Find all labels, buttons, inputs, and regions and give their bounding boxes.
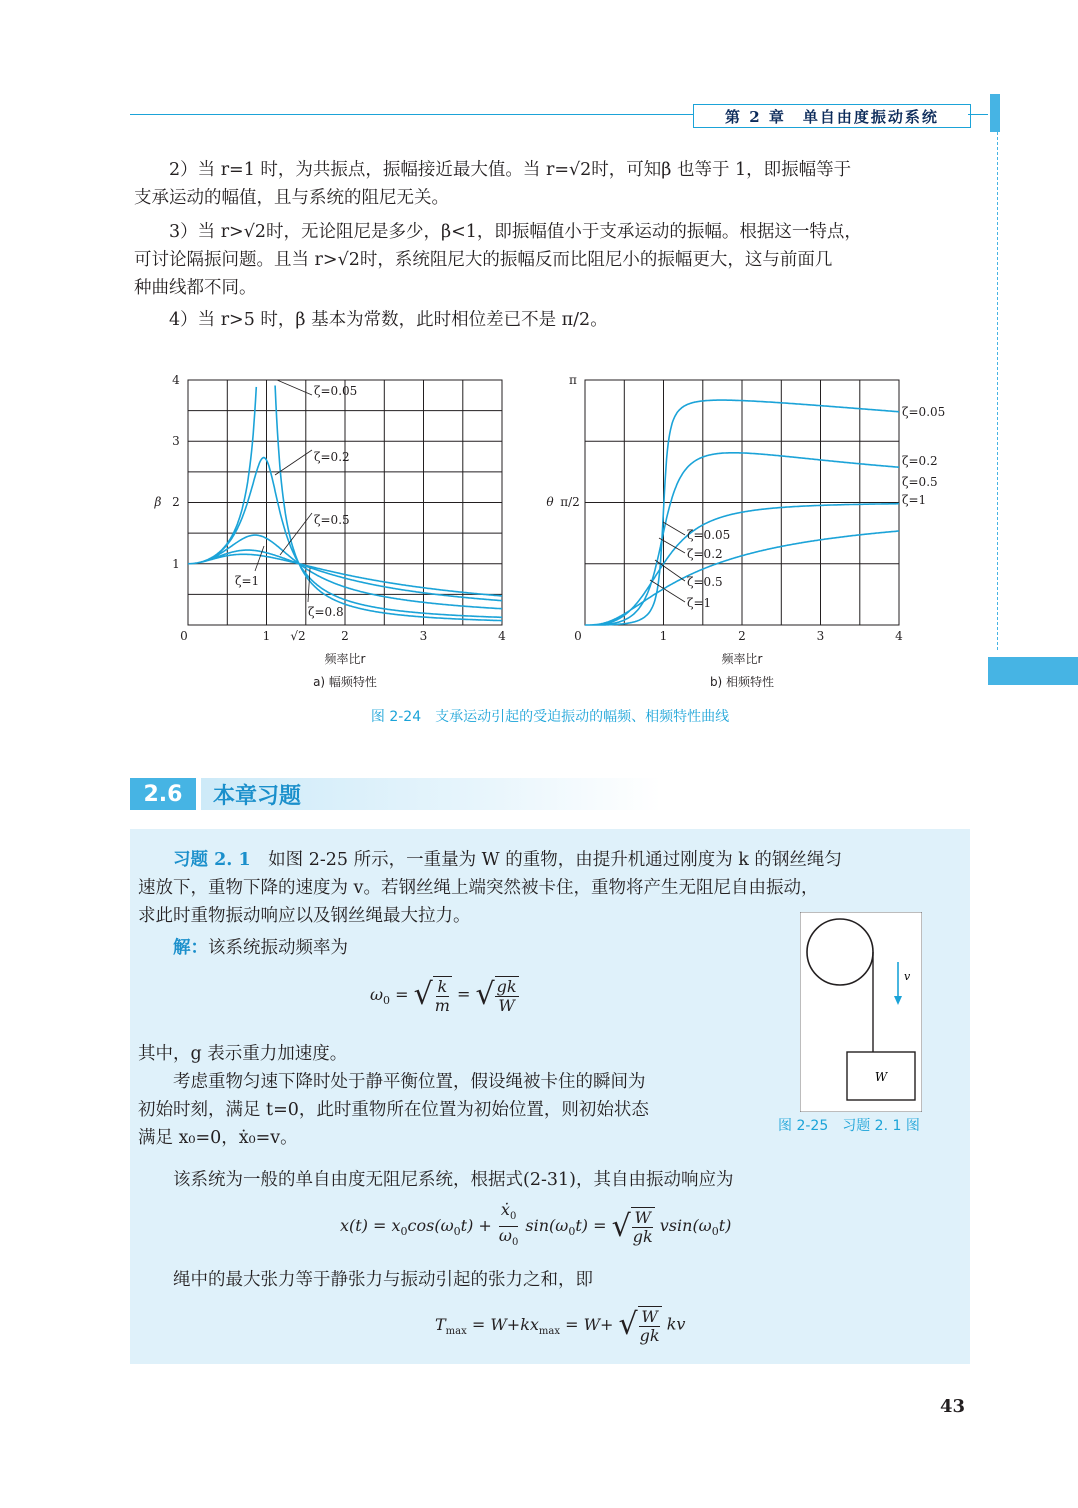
side-tab-top (990, 94, 1000, 132)
phase-ylabel: θ (546, 495, 554, 509)
amp-xtick-0: 0 (180, 629, 188, 643)
amp-ytick-1: 1 (172, 557, 180, 571)
phase-label-right-1: ζ=1 (902, 493, 927, 507)
phase-label-mid-1: ζ=1 (687, 596, 712, 610)
phase-xtick-4: 4 (895, 629, 903, 643)
equation-response: $x(t) = x_0\cos(\omega_0t)$ + $\frac{ẋ_0}{\omega_0}$ $\sin(\omega_0t)$ = √ $\frac{W}{gk}$ $vsin(\omega_0t)$ (340, 1200, 732, 1249)
solution-line4-wrap (138, 1166, 978, 1194)
amp-ytick-4: 4 (172, 373, 180, 387)
figure-2-24 (140, 370, 960, 700)
amplitude-chart (154, 373, 507, 689)
solution-line5-wrap (138, 1266, 978, 1294)
amp-label-1: ζ=1 (235, 574, 260, 588)
side-tab (988, 657, 1078, 685)
phase-xtick-1: 1 (659, 629, 668, 643)
solution-line5: 绳中的最大张力等于静张力与振动引起的张力之和，即 (173, 1270, 593, 1290)
solution-label: 解： (173, 938, 208, 958)
header-rule-right (968, 114, 988, 115)
amp-label-0.8: ζ=0.8 (308, 605, 344, 619)
header-rule (130, 114, 695, 115)
amp-ytick-3: 3 (172, 434, 180, 448)
exercise-label: 习题 2. 1 (173, 850, 251, 870)
amp-ytick-2: 2 (172, 495, 180, 509)
exercise-question-line2: 速放下，重物下降的速度为 v。若钢丝绳上端突然被卡住，重物将产生无阻尼自由振动， (138, 878, 819, 898)
exercise-question-line1: 如图 2-25 所示，一重量为 W 的重物，由提升机通过刚度为 k 的钢丝绳匀 (268, 850, 842, 870)
amp-label-0.5: ζ=0.5 (314, 513, 350, 527)
amp-label-0.2: ζ=0.2 (314, 450, 350, 464)
phase-label-right-0.05: ζ=0.05 (902, 405, 946, 419)
figure-2-25 (800, 912, 922, 1112)
solution-line3b: 初始时刻，满足 t=0，此时重物所在位置为初始位置，则初始状态 (138, 1100, 649, 1120)
phase-sublabel: b) 相频特性 (709, 675, 775, 689)
section-title: 本章习题 (201, 778, 661, 810)
paragraph-3-line1: 3）当 r>√2时，无论阻尼是多少，β<1，即振幅值小于支承运动的振幅。根据这一特点， (169, 222, 862, 242)
phase-label-right-0.2: ζ=0.2 (902, 454, 938, 468)
solution-line1: 该系统振动频率为 (208, 938, 348, 958)
chapter-header: 第 2 章 单自由度振动系统 (693, 104, 971, 128)
paragraph-3-line2: 可讨论隔振问题。且当 r>√2时，系统阻尼大的振幅反而比阻尼小的振幅更大，这与前面几 (134, 250, 833, 270)
weight-label: W (874, 1070, 888, 1084)
phase-xtick-2: 2 (738, 629, 746, 643)
phase-ytick-pi: π (569, 373, 577, 387)
exercise-question-line3: 求此时重物振动响应以及钢丝绳最大拉力。 (138, 906, 471, 926)
amp-xtick-3: 3 (419, 629, 428, 643)
phase-label-mid-0.5: ζ=0.5 (687, 575, 723, 589)
equation-tension: $T_{max} = W+kx_{max} = W+$ √ $\frac{W}{gk}$ kv (435, 1306, 686, 1345)
amp-xlabel: 频率比r (324, 652, 366, 666)
amp-label-0.05: ζ=0.05 (314, 384, 358, 398)
amp-sublabel: a) 幅频特性 (313, 675, 377, 689)
body-text (134, 156, 974, 334)
side-dashed-line (997, 132, 998, 650)
solution-line4: 该系统为一般的单自由度无阻尼系统，根据式(2-31)，其自由振动响应为 (173, 1170, 734, 1190)
phase-xtick-0: 0 (574, 629, 582, 643)
amp-xtick-4: 4 (498, 629, 506, 643)
page-number: 43 (940, 1396, 966, 1417)
phase-label-right-0.5: ζ=0.5 (902, 475, 938, 489)
figure-caption: 图 2-24 支承运动引起的受迫振动的幅频、相频特性曲线 (370, 709, 730, 725)
phase-ytick-pi2: π/2 (560, 495, 580, 509)
paragraph-4: 4）当 r>5 时，β 基本为常数，此时相位差已不是 π/2。 (169, 310, 608, 330)
paragraph-2-line1: 2）当 r=1 时，为共振点，振幅接近最大值。当 r=√2时，可知β 也等于 1，即振幅等于 (169, 160, 852, 180)
phase-label-mid-0.05: ζ=0.05 (687, 528, 731, 542)
amp-xtick-2: 2 (341, 629, 349, 643)
section-number: 2.6 (130, 778, 196, 810)
solution-line2: 其中，g 表示重力加速度。 (138, 1044, 348, 1064)
phase-label-mid-0.2: ζ=0.2 (687, 547, 723, 561)
figure-2-25-caption: 图 2-25 习题 2. 1 图 (778, 1118, 920, 1134)
paragraph-2-line2: 支承运动的幅值，且与系统的阻尼无关。 (134, 188, 449, 208)
solution-line3a: 考虑重物匀速下降时处于静平衡位置，假设绳被卡住的瞬间为 (173, 1072, 646, 1092)
solution-line3c: 满足 x₀=0，ẋ₀=v。 (138, 1128, 298, 1148)
amp-xtick-1: 1 (262, 629, 271, 643)
phase-chart (546, 373, 945, 689)
velocity-label: v (904, 970, 911, 983)
paragraph-3-line3: 种曲线都不同。 (134, 278, 257, 298)
equation-omega: $\omega_0$ = √ $\frac{k}{m}$ = √ $\frac{gk}{W}$ (370, 976, 517, 1015)
solution-text (138, 1040, 778, 1152)
phase-xtick-3: 3 (816, 629, 825, 643)
amp-xtick-sqrt2: √2 (290, 629, 306, 643)
amp-ylabel: β (154, 495, 162, 509)
phase-xlabel: 频率比r (721, 652, 763, 666)
